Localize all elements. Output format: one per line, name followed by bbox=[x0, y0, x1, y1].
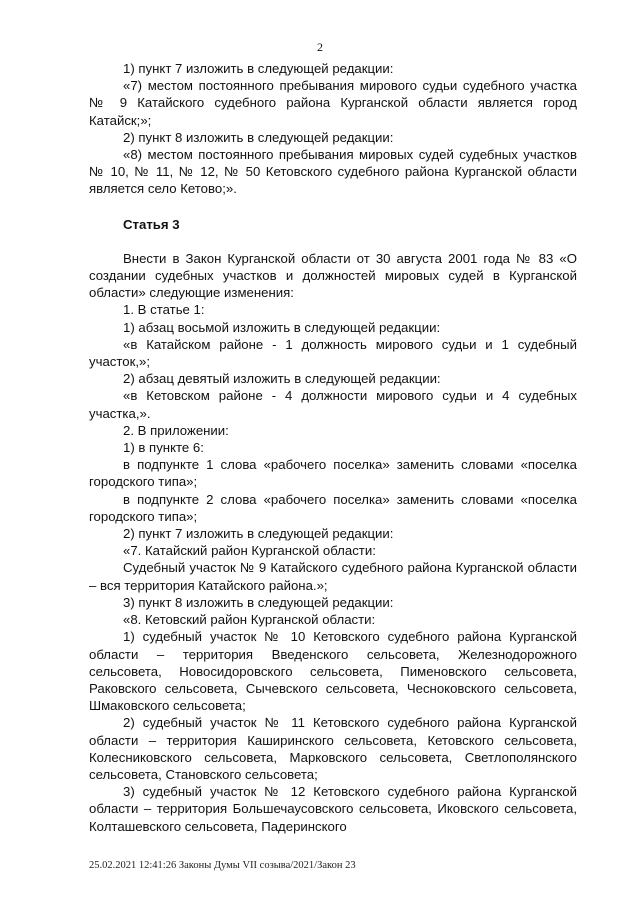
document-body bbox=[89, 60, 577, 835]
paragraph: 3) пункт 8 изложить в следующей редакции: bbox=[123, 594, 394, 610]
paragraph: 2) судебный участок № 11 Кетовского судебного района Курганской области – территория Каширинского сельсовета, Кетовского сельсовета, Колесниковского сельсовета, Марковского сельсовета, Светлополянского сельсовета, Становского сельсовета; bbox=[89, 715, 577, 782]
article-heading: Статья 3 bbox=[123, 216, 180, 232]
paragraph: 2) пункт 7 изложить в следующей редакции: bbox=[123, 526, 394, 542]
page-number: 2 bbox=[317, 40, 323, 54]
paragraph: 1) абзац восьмой изложить в следующей редакции: bbox=[123, 319, 441, 335]
paragraph: 3) судебный участок № 12 Кетовского судебного района Курганской области – территория Большечаусовского сельсовета, Иковского сельсовета, Колташевского сельсовета, Падеринского bbox=[89, 784, 577, 834]
paragraph: «7. Катайский район Курганской области: bbox=[123, 543, 376, 559]
paragraph: 1) пункт 7 изложить в следующей редакции: bbox=[123, 61, 394, 76]
paragraph: 2) пункт 8 изложить в следующей редакции: bbox=[123, 129, 394, 145]
paragraph: в подпункте 1 слова «рабочего поселка» заменить словами «поселка городского типа»; bbox=[89, 457, 577, 490]
paragraph: «в Катайском районе - 1 должность мирового судьи и 1 судебный участок,»; bbox=[89, 336, 577, 370]
paragraph: в подпункте 2 слова «рабочего поселка» заменить словами «поселка городского типа»; bbox=[89, 491, 577, 524]
paragraph: 1) в пункте 6: bbox=[123, 440, 204, 456]
paragraph: Судебный участок № 9 Катайского судебного района Курганской области – вся территория Катайского района.»; bbox=[89, 560, 577, 593]
paragraph: 1. В статье 1: bbox=[123, 302, 205, 318]
paragraph: «8) местом постоянного пребывания мировых судей судебных участков № 10, № 11, № 12, № 50 Кетовского судебного района Курганской области является село Кетово;». bbox=[89, 147, 577, 197]
paragraph: 1) судебный участок № 10 Кетовского судебного района Курганской области – территория Введенского сельсовета, Железнодорожного сельсовета, Новосидоровского сельсовета, Пименовского сельсовета, Раковского сельсовета, Сычевского сельсовета, Чесноковского сельсовета, Шмаковского сельсовета; bbox=[89, 629, 577, 714]
article-intro: Внести в Закон Курганской области от 30 августа 2001 года № 83 «О создании судебных участков и должностей мировых судей в Курганской области» следующие изменения: bbox=[89, 250, 577, 301]
paragraph: «8. Кетовский район Курганской области: bbox=[123, 612, 376, 628]
paragraph: «в Кетовском районе - 4 должности мирового судьи и 4 судебных участка,». bbox=[89, 388, 577, 421]
footer-stamp: 25.02.2021 12:41:26 Законы Думы VII созыва/2021/Закон 23 bbox=[89, 860, 356, 871]
paragraph: «7) местом постоянного пребывания мирового судьи судебного участка № 9 Катайского судебного района Курганской области является город Катайск;»; bbox=[89, 78, 577, 128]
paragraph: 2) абзац девятый изложить в следующей редакции: bbox=[123, 371, 441, 387]
paragraph: 2. В приложении: bbox=[123, 422, 229, 438]
